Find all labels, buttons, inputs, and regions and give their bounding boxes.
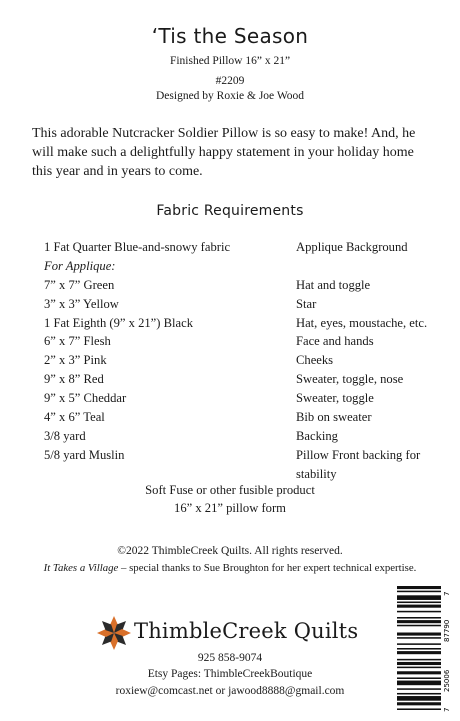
barcode-bar [397,605,441,608]
requirement-use: stability [296,466,337,481]
requirement-row [44,353,424,372]
barcode-bar [397,643,441,645]
requirement-use: Sweater, toggle [296,391,374,406]
phone-number: 925 858-9074 [197,652,263,664]
contact-email: roxiew@comcast.net or jawood8888@gmail.com [115,685,345,697]
acknowledgement-text: – special thanks to Sue Broughton for her expert technical expertise. [118,562,417,574]
requirement-fabric: 4” x 6” Teal [44,410,105,425]
barcode-digit-bottom: 7 [443,707,451,712]
requirement-row [44,410,424,429]
requirement-row [44,429,424,448]
barcode-bar [397,681,441,686]
requirement-row [44,448,424,467]
acknowledgement [4,562,456,574]
requirement-row [44,334,424,353]
requirement-use: Face and hands [296,334,374,349]
requirement-fabric: 1 Fat Eighth (9” x 21”) Black [44,315,193,330]
barcode-bar [397,688,441,690]
brand-name: ThimbleCreek Quilts [134,619,359,643]
barcode-bar [397,659,441,661]
requirement-use: Bib on sweater [296,410,372,425]
requirement-use: Hat, eyes, moustache, etc. [296,315,428,330]
requirement-fabric: 9” x 5” Cheddar [44,391,127,406]
barcode-bar [397,586,441,589]
requirement-fabric: 1 Fat Quarter Blue-and-snowy fabric [44,240,231,254]
requirement-use: Star [296,296,317,311]
brand-logo [96,613,359,653]
fabric-requirements-heading: Fabric Requirements [156,203,304,219]
finished-size: Finished Pillow 16” x 21” [169,55,291,67]
barcode-digits-group-1: 87790 [443,619,451,642]
requirement-fabric: For Applique: [44,258,116,273]
barcode-bar [397,648,441,650]
barcode-bar [397,693,441,695]
barcode-digits-group-2: 25006 [443,669,451,692]
upc-barcode [397,582,453,714]
barcode-bar [397,611,441,613]
barcode-bar [397,651,441,654]
fabric-requirements-list [44,240,428,486]
barcode-bar [397,595,441,600]
requirement-use: Pillow Front backing for [296,447,421,462]
requirement-fabric: 3” x 3” Yellow [44,296,119,311]
barcode-bar [397,667,441,669]
barcode-bar [397,702,441,705]
requirement-fabric: 3/8 yard [44,428,86,443]
requirement-fabric: 2” x 3” Pink [44,353,107,368]
requirement-row [44,297,424,316]
requirement-row [44,278,424,297]
etsy-shop: Etsy Pages: ThimbleCreekBoutique [147,668,313,680]
barcode-bar [397,617,441,619]
barcode-bar [397,662,441,665]
barcode-bar [397,708,441,710]
pattern-number: #2209 [215,75,245,87]
barcode-bar [397,620,441,623]
requirement-row [44,240,424,259]
acknowledgement-title: It Takes a Village [43,562,119,574]
pattern-title: ‘Tis the Season [151,24,309,48]
requirement-fabric: 5/8 yard Muslin [44,447,125,462]
extra-supply-pillow-form: 16” x 21” pillow form [174,501,286,515]
barcode-bar [397,633,441,636]
copyright-notice: ©2022 ThimbleCreek Quilts. All rights reserved. [117,545,343,557]
designer-credit: Designed by Roxie & Joe Wood [155,90,305,102]
requirement-use: Hat and toggle [296,277,371,292]
barcode-bar [397,677,441,679]
requirement-row [44,372,424,391]
requirement-row [44,315,428,335]
quilt-star-icon [96,615,132,651]
barcode-bar [397,602,441,604]
requirement-use: Cheeks [296,353,334,368]
barcode-bar [397,625,441,627]
extra-supply-fusible: Soft Fuse or other fusible product [145,483,315,497]
requirement-row [44,259,424,278]
requirement-fabric: 6” x 7” Flesh [44,334,111,349]
barcode-bar [397,591,441,593]
requirement-use: Applique Background [296,240,408,254]
requirement-use: Sweater, toggle, nose [296,372,404,387]
requirement-fabric: 9” x 8” Red [44,372,104,387]
intro-paragraph: This adorable Nutcracker Soldier Pillow is so easy to make! And, he will make such a delightfully happy statement in your holiday home this year and in years to come. [32,126,416,179]
requirement-row [44,391,424,410]
requirement-use: Backing [296,428,338,443]
requirement-fabric: 7” x 7” Green [44,277,115,292]
barcode-bar [397,637,441,639]
barcode-digit-top: 7 [443,591,451,596]
barcode-bar [397,671,441,674]
barcode-bar [397,696,441,701]
